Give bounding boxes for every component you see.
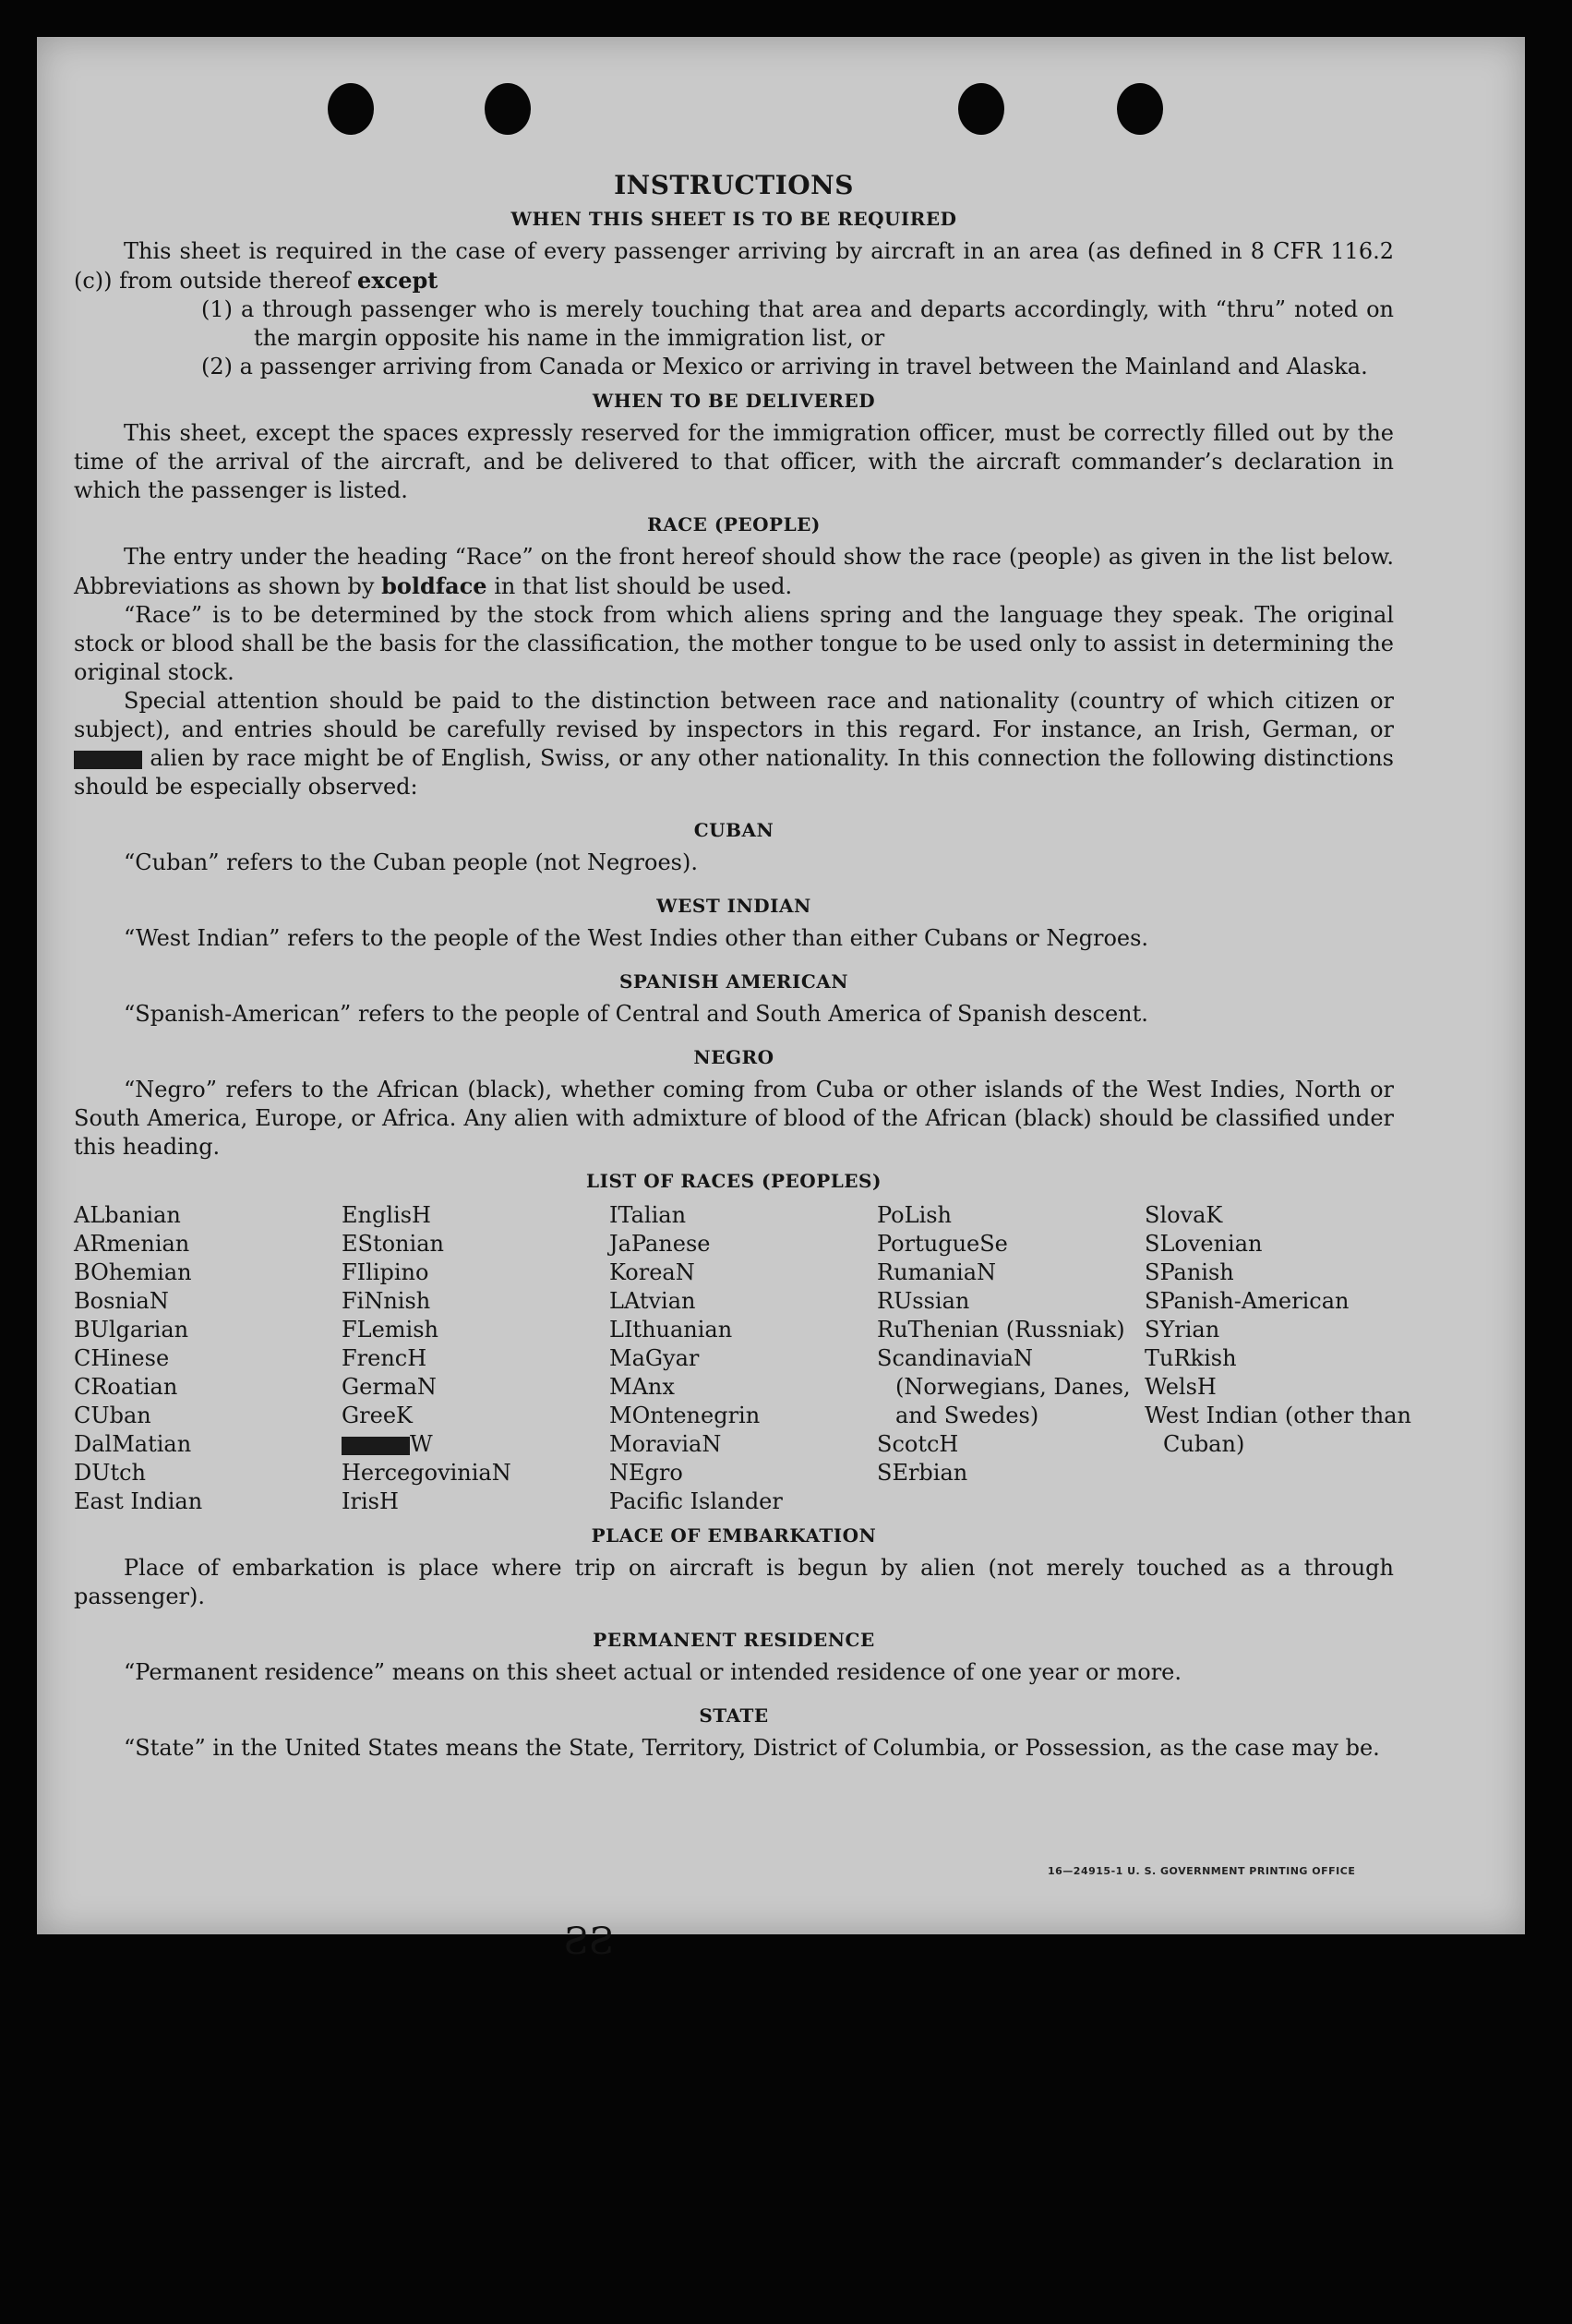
race-entry: DUtch — [74, 1460, 147, 1486]
redaction-mark — [74, 751, 142, 769]
race-p3-text-end: alien by race might be of English, Swiss, or any other nationality. In this connection the following distinctions should be especially observed: — [74, 745, 1394, 800]
race-entry: LIthuanian — [609, 1317, 733, 1343]
race-entry: SErbian — [877, 1460, 968, 1486]
race-entry: ScotcH — [877, 1431, 959, 1457]
race-entry: ALbanian — [74, 1202, 181, 1228]
instructions-content — [74, 170, 1411, 1763]
state-text: “State” in the United States means the State, Territory, District of Columbia, or Possession, as the case may be. — [124, 1735, 1380, 1761]
race-entry: GreeK — [342, 1403, 413, 1428]
race-entry: East Indian — [74, 1488, 203, 1514]
race-p1-bold: boldface — [381, 572, 487, 599]
race-entry: FrencH — [342, 1345, 427, 1371]
race-entry: BOhemian — [74, 1259, 192, 1285]
residence-text: “Permanent residence” means on this sheet actual or intended residence of one year or more. — [124, 1659, 1182, 1685]
races-column-5 — [1145, 1201, 1412, 1516]
punch-hole — [958, 83, 1004, 135]
race-p3-text: Special attention should be paid to the distinction between race and nationality (country of which citizen or subject), and entries should be carefully revised by inspectors in this regard. For instance, an Irish, German, or — [74, 688, 1394, 742]
races-column-2 — [342, 1201, 609, 1516]
race-entry: HercegoviniaN — [342, 1460, 511, 1486]
negro-text: “Negro” refers to the African (black), whether coming from Cuba or other islands of the West Indies, North or South America, Europe, or Africa. Any alien with admixture of blood of the African (black) should be classified under this heading. — [74, 1077, 1394, 1160]
required-intro-bold: except — [357, 267, 438, 294]
section-heading-residence: PERMANENT RESIDENCE — [593, 1629, 875, 1651]
race-entry: MoraviaN — [609, 1431, 722, 1457]
races-column-3 — [609, 1201, 877, 1516]
section-heading-state: STATE — [699, 1704, 769, 1727]
race-entry-redacted — [342, 1430, 609, 1459]
exception-item-1: (1) a through passenger who is merely touching that area and departs accordingly, with “thru” noted on the margin opposite his name in the immigration list, or — [201, 296, 1394, 351]
race-entry: TuRkish — [1145, 1345, 1237, 1371]
race-entry: KoreaN — [609, 1259, 695, 1285]
races-column-4 — [877, 1201, 1145, 1516]
punch-hole — [1117, 83, 1163, 135]
cuban-text: “Cuban” refers to the Cuban people (not Negroes). — [124, 849, 698, 875]
section-heading-negro: NEGRO — [693, 1046, 774, 1068]
race-entry: ITalian — [609, 1202, 687, 1228]
race-p1-text-end: in that list should be used. — [494, 573, 793, 599]
west-indian-text: “West Indian” refers to the people of the West Indies other than either Cubans or Negroes. — [124, 925, 1149, 951]
required-intro-text: This sheet is required in the case of every passenger arriving by aircraft in an area (as defined in 8 CFR 116.2 (c)) from outside thereof — [74, 238, 1394, 294]
punch-hole — [328, 83, 374, 135]
race-entry: SPanish-American — [1145, 1288, 1350, 1314]
race-entry: SPanish — [1145, 1259, 1234, 1285]
race-entry: SYrian — [1145, 1317, 1220, 1343]
race-entry-suffix: W — [410, 1431, 433, 1457]
race-entry: NEgro — [609, 1460, 683, 1486]
race-entry: IrisH — [342, 1488, 399, 1514]
race-entry: ScandinaviaN (Norwegians, Danes, and Swedes) — [877, 1345, 1131, 1428]
race-entry: West Indian (other than Cuban) — [1145, 1403, 1411, 1457]
race-paragraph-2: “Race” is to be determined by the stock from which aliens spring and the language they speak. The original stock or blood shall be the basis for the classification, the mother tongue to be used only to assist in determining the original stock. — [74, 602, 1394, 685]
delivered-text: This sheet, except the spaces expressly reserved for the immigration officer, must be correctly filled out by the time of the arrival of the aircraft, and be delivered to that officer, with the aircraft commander’s declaration in which the passenger is listed. — [74, 420, 1394, 503]
document-sheet — [37, 37, 1525, 1963]
race-entry: BUlgarian — [74, 1317, 189, 1343]
race-entry: Pacific Islander — [609, 1488, 783, 1514]
race-paragraph-1 — [74, 543, 1394, 601]
race-entry: MAnx — [609, 1374, 675, 1400]
embarkation-text: Place of embarkation is place where trip on aircraft is begun by alien (not merely touched as a through passenger). — [74, 1555, 1394, 1609]
race-entry: EStonian — [342, 1231, 444, 1257]
section-heading-delivered: WHEN TO BE DELIVERED — [592, 390, 876, 412]
race-entry: MaGyar — [609, 1345, 700, 1371]
race-entry: PoLish — [877, 1202, 953, 1228]
printing-office-imprint: 16—24915-1 U. S. GOVERNMENT PRINTING OFFICE — [1048, 1865, 1356, 1877]
race-entry: RuThenian (Russniak) — [877, 1317, 1125, 1343]
race-entry: GermaN — [342, 1374, 437, 1400]
section-heading-west-indian: WEST INDIAN — [656, 895, 811, 917]
race-entry: LAtvian — [609, 1288, 696, 1314]
required-intro — [74, 237, 1394, 295]
races-column-1 — [74, 1201, 342, 1516]
race-entry: SLovenian — [1145, 1231, 1263, 1257]
handwritten-mark: ƧƧ — [563, 1921, 614, 1963]
spanish-american-text: “Spanish-American” refers to the people of Central and South America of Spanish descent. — [124, 1001, 1148, 1027]
redaction-mark — [342, 1437, 410, 1455]
race-entry: PortugueSe — [877, 1231, 1008, 1257]
race-entry: CRoatian — [74, 1374, 178, 1400]
race-entry: RumaniaN — [877, 1259, 997, 1285]
page-title: INSTRUCTIONS — [614, 170, 854, 200]
section-heading-required: WHEN THIS SHEET IS TO BE REQUIRED — [510, 208, 957, 230]
race-p1-text: The entry under the heading “Race” on the front hereof should show the race (people) as given in the list below. Abbreviations as shown by — [74, 544, 1394, 599]
race-entry: BosniaN — [74, 1288, 169, 1314]
exception-item-2: (2) a passenger arriving from Canada or Mexico or arriving in travel between the Mainland and Alaska. — [201, 354, 1368, 379]
race-entry: FiNnish — [342, 1288, 431, 1314]
race-entry: MOntenegrin — [609, 1403, 761, 1428]
race-entry: FIlipino — [342, 1259, 429, 1285]
race-entry: DalMatian — [74, 1431, 192, 1457]
punch-hole — [485, 83, 531, 135]
race-entry: RUssian — [877, 1288, 970, 1314]
section-heading-races-list: LIST OF RACES (PEOPLES) — [586, 1170, 882, 1192]
section-heading-embarkation: PLACE OF EMBARKATION — [591, 1524, 877, 1547]
race-entry: ARmenian — [74, 1231, 190, 1257]
race-paragraph-3 — [74, 687, 1394, 801]
race-entry: EnglisH — [342, 1202, 431, 1228]
races-list — [74, 1201, 1411, 1516]
race-entry: CUban — [74, 1403, 151, 1428]
section-heading-spanish-american: SPANISH AMERICAN — [618, 970, 849, 993]
section-heading-cuban: CUBAN — [693, 819, 774, 841]
section-heading-race: RACE (PEOPLE) — [647, 513, 821, 536]
race-entry: FLemish — [342, 1317, 438, 1343]
race-entry: WelsH — [1145, 1374, 1217, 1400]
race-entry: JaPanese — [609, 1231, 711, 1257]
race-entry: CHinese — [74, 1345, 170, 1371]
race-entry: SlovaK — [1145, 1202, 1223, 1228]
